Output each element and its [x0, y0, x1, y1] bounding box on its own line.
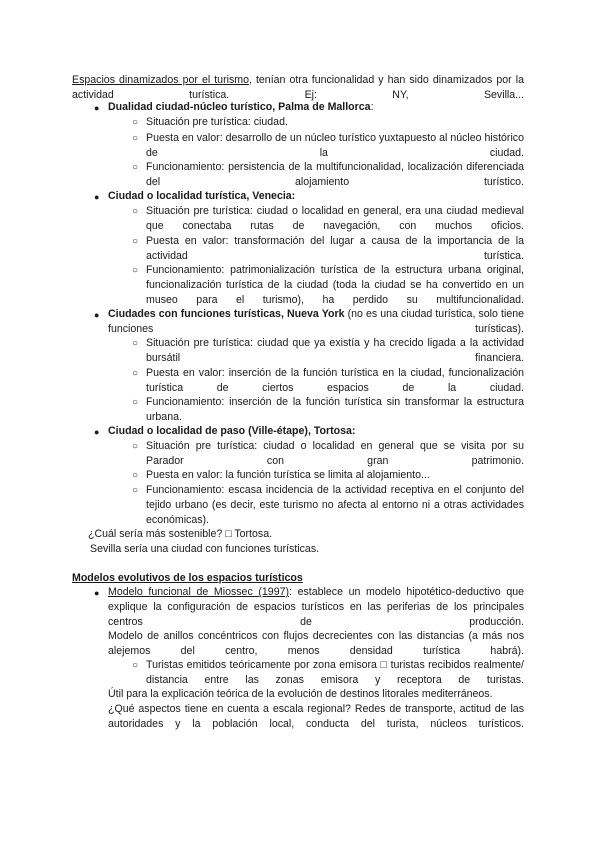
- sustainability-answer: Sevilla sería una ciudad con funciones turísticas.: [90, 543, 320, 555]
- case-item: Puesta en valor: transformación del lugar a causa de la importancia de la actividad turística.: [146, 235, 524, 262]
- case-item: Situación pre turística: ciudad.: [146, 116, 288, 128]
- rings-sub-item: Turistas emitidos teóricamente por zona emisora □ turistas recibidos realmente/ distancia entre las zonas emisora y receptora de turistas.: [146, 659, 524, 686]
- intro-text: , tenían otra funcionalidad y han sido dinamizados por la actividad turística. Ej: NY, Sevilla...: [72, 74, 524, 101]
- bullet-filled-icon: ●: [94, 103, 100, 113]
- case-item: Situación pre turística: ciudad o localidad en general, era una ciudad medieval que conectaba rutas de navegación, con muchos oficios.: [146, 205, 524, 232]
- case-item: Funcionamiento: persistencia de la multifuncionalidad, localización diferenciada del alojamiento turístico.: [146, 161, 524, 188]
- bullet-hollow-icon: ○: [132, 162, 139, 173]
- bullet-hollow-icon: ○: [132, 206, 139, 217]
- case-title: Ciudad o localidad turística, Venecia:: [108, 190, 296, 202]
- case-item: Puesta en valor: la función turística se limita al alojamiento...: [146, 469, 430, 481]
- bullet-filled-icon: ●: [94, 427, 100, 437]
- regional-paragraph: ¿Qué aspectos tiene en cuenta a escala regional? Redes de transporte, actitud de las autoridades y la población local, conducta del turista, núcleos turísticos.: [108, 703, 524, 730]
- case-item: Funcionamiento: patrimonialización turística de la estructura urbana original, funcionalización turística de la ciudad (toda la ciudad se ha convertido en un museo para el turismo), ha perdido su multifuncionalidad.: [146, 264, 524, 306]
- bullet-hollow-icon: ○: [132, 338, 139, 349]
- miossec-link: Modelo funcional de Miossec (1997): [108, 586, 290, 598]
- case-item: Situación pre turística: ciudad o localidad en general que se visita por su Parador con gran patrimonio.: [146, 440, 524, 467]
- bullet-hollow-icon: ○: [132, 368, 139, 379]
- case-item: Funcionamiento: inserción de la función turística sin transformar la estructura urbana.: [146, 396, 524, 423]
- case-item: Puesta en valor: desarrollo de un núcleo turístico yuxtapuesto al núcleo histórico de la ciudad.: [146, 132, 524, 159]
- case-title: Dualidad ciudad-núcleo turístico, Palma de Mallorca:: [108, 101, 374, 113]
- bullet-filled-icon: ●: [94, 192, 100, 202]
- sustainability-question: ¿Cuál sería más sostenible? □ Tortosa.: [88, 528, 273, 540]
- bullet-hollow-icon: ○: [132, 117, 139, 128]
- case-item: Situación pre turística: ciudad que ya existía y ha crecido ligada a la actividad bursátil financiera.: [146, 337, 524, 364]
- rings-paragraph: Modelo de anillos concéntricos con flujos decrecientes con las distancias (a más nos alejemos del centro, menos densidad turística habrá).: [108, 630, 524, 657]
- bullet-hollow-icon: ○: [132, 265, 139, 276]
- case-title: Ciudades con funciones turísticas, Nueva York (no es una ciudad turística, solo tiene funciones turísticas).: [108, 308, 524, 335]
- case-item: Funcionamiento: escasa incidencia de la actividad receptiva en el conjunto del tejido urbano (es decir, este turismo no afecta al entorno ni a otras actividades económicas).: [146, 484, 524, 526]
- bullet-filled-icon: ●: [94, 310, 100, 320]
- bullet-hollow-icon: ○: [132, 470, 139, 481]
- intro-link: Espacios dinamizados por el turismo: [72, 74, 249, 86]
- bullet-hollow-icon: ○: [132, 485, 139, 496]
- case-title: Ciudad o localidad de paso (Ville-étape), Tortosa:: [108, 425, 356, 437]
- bullet-hollow-icon: ○: [132, 133, 139, 144]
- bullet-hollow-icon: ○: [132, 397, 139, 408]
- section-heading: Modelos evolutivos de los espacios turísticos: [72, 572, 303, 584]
- bullet-hollow-icon: ○: [132, 660, 139, 671]
- bullet-hollow-icon: ○: [132, 441, 139, 452]
- bullet-hollow-icon: ○: [132, 236, 139, 247]
- utility-paragraph: Útil para la explicación teórica de la evolución de destinos litorales mediterráneos.: [108, 688, 493, 700]
- miossec-paragraph: Modelo funcional de Miossec (1997): establece un modelo hipotético-deductivo que explique la configuración de espacios turísticos en las periferias de los principales centros de producción.: [108, 586, 524, 628]
- bullet-filled-icon: ●: [94, 588, 100, 598]
- case-item: Puesta en valor: inserción de la función turística en la ciudad, funcionalización turística de ciertos espacios de la ciudad.: [146, 367, 524, 394]
